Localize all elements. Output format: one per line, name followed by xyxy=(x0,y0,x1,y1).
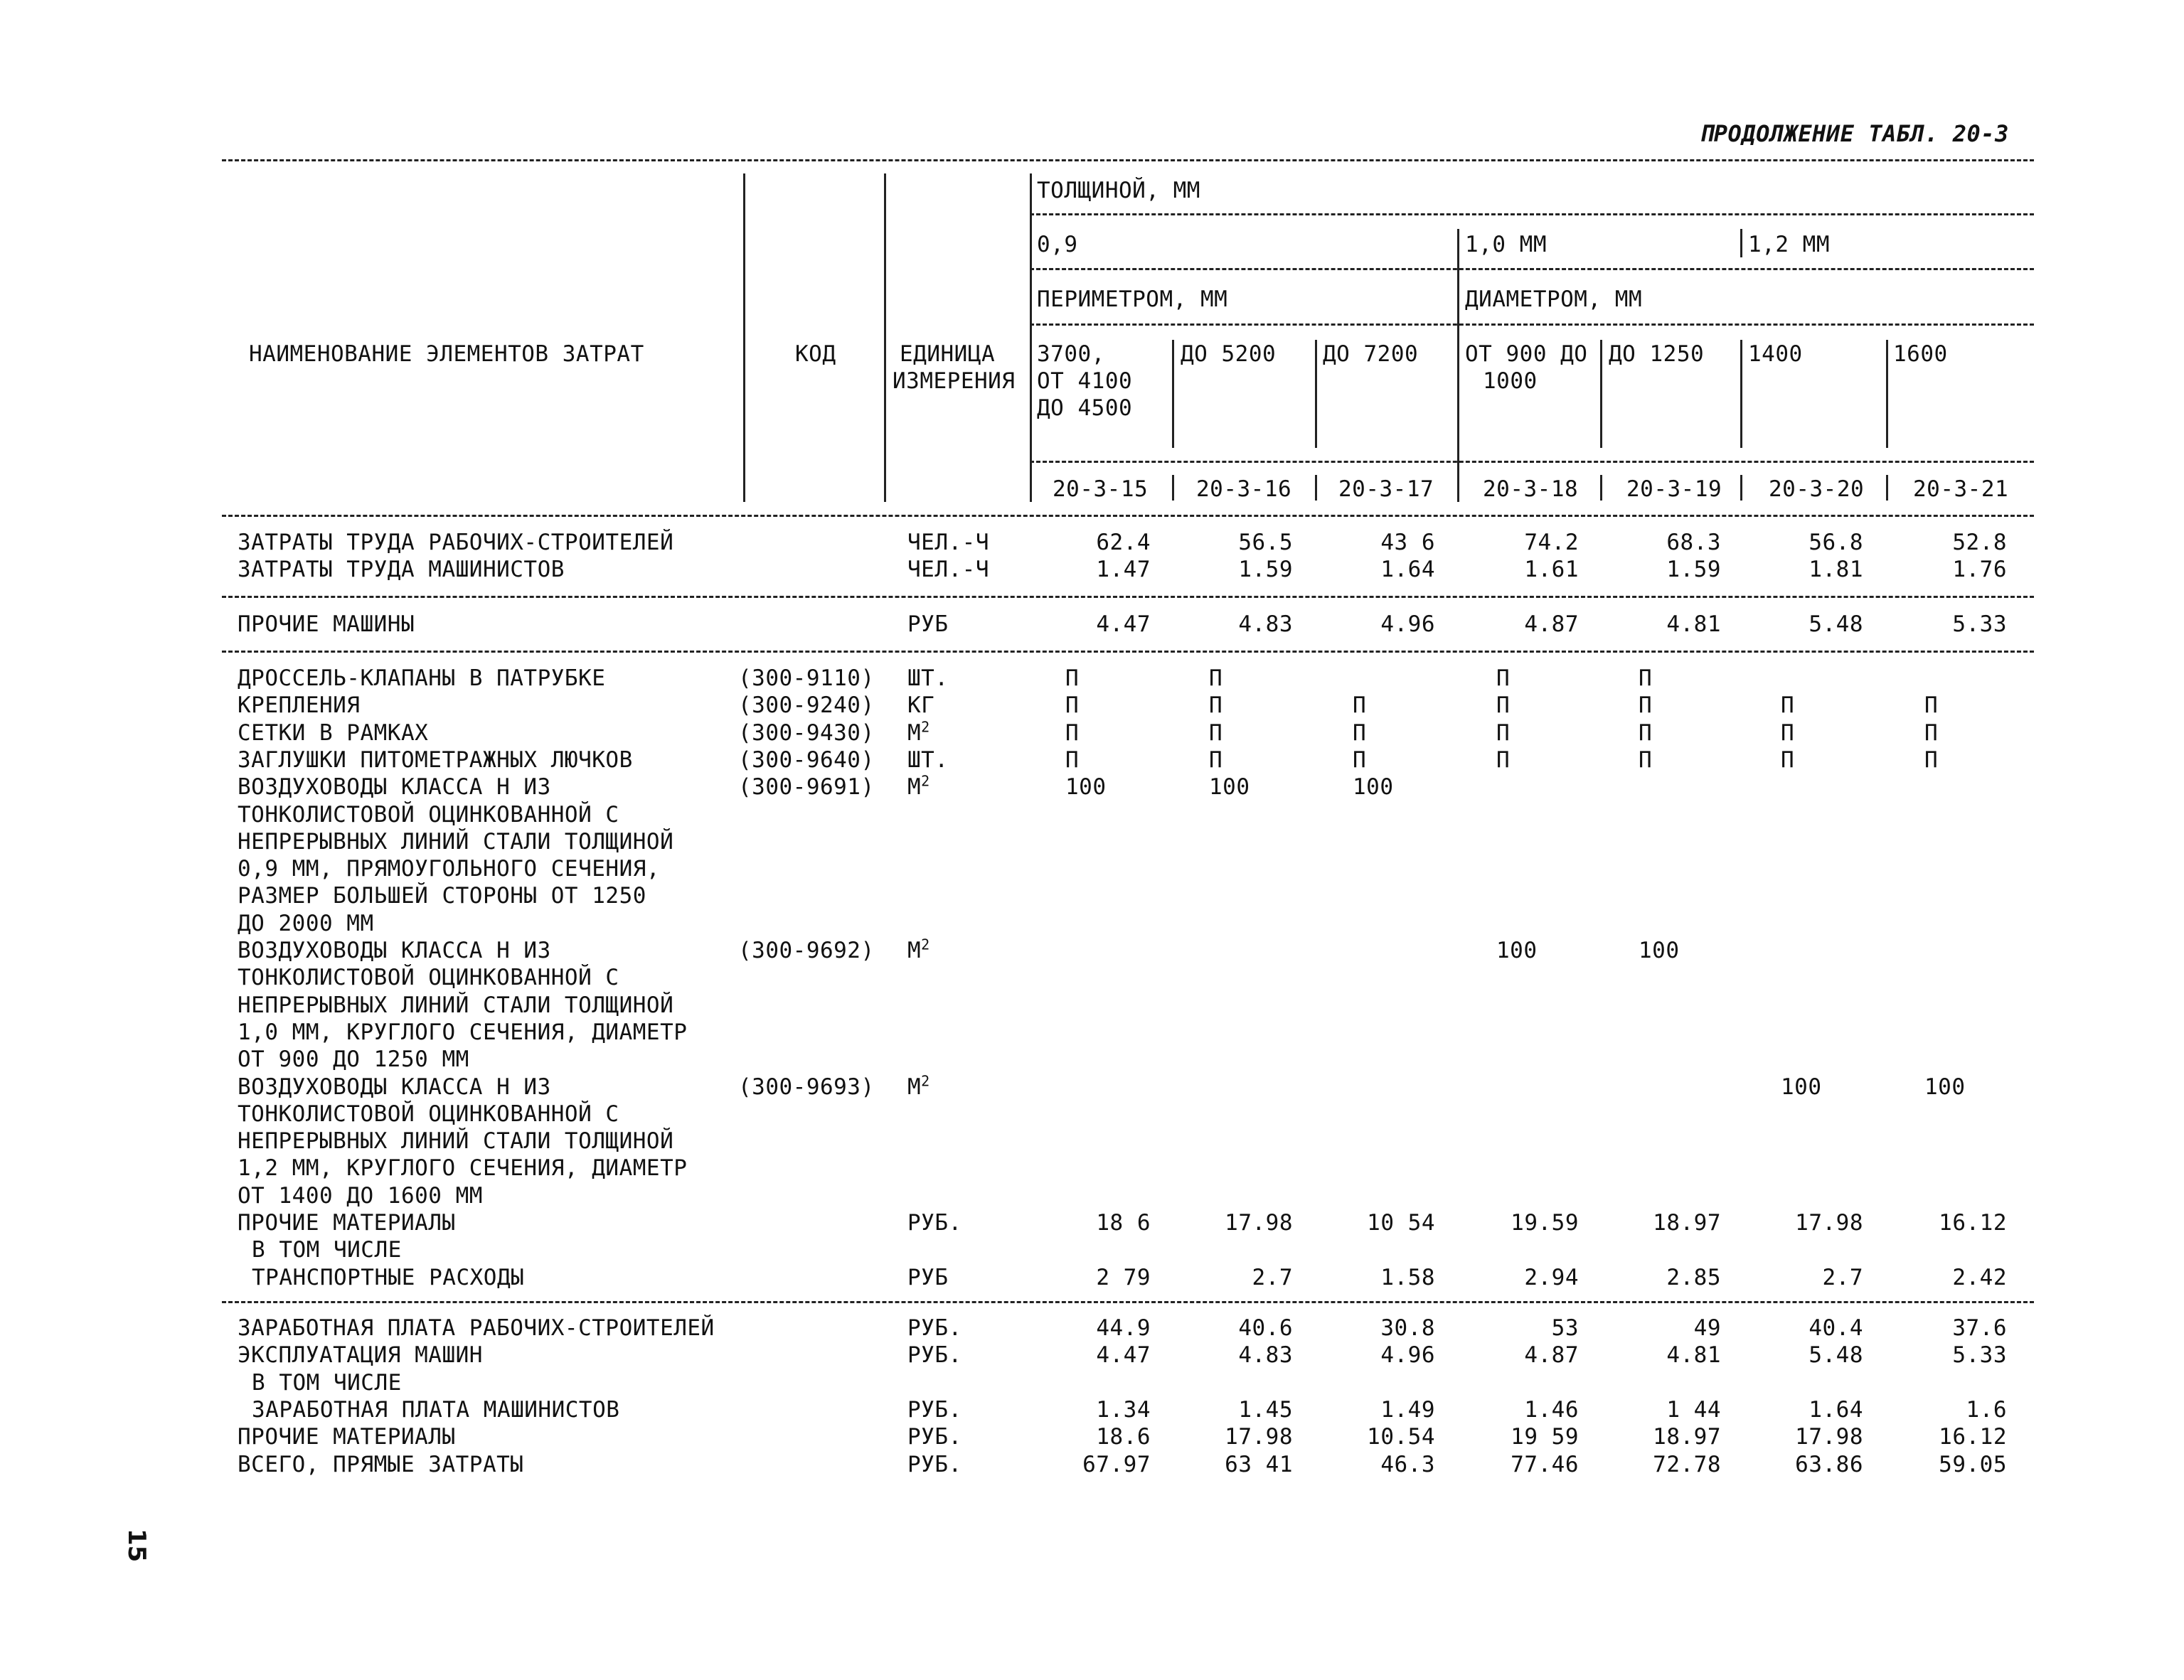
header-c5: ДО 1250 xyxy=(1609,341,1705,367)
cell-value: 5.33 xyxy=(1952,611,2007,637)
cell-value: 1.49 xyxy=(1380,1396,1435,1423)
cell-value: 62.4 xyxy=(1096,530,1151,555)
cell-value: 40.6 xyxy=(1238,1315,1293,1341)
row-code: (300-9693) xyxy=(738,1074,875,1100)
cell-value: 59.05 xyxy=(1939,1451,2007,1477)
cell-value: 17.98 xyxy=(1795,1210,1863,1236)
row-unit: ЧЕЛ.-Ч xyxy=(907,530,989,555)
cell-value: 100 xyxy=(1639,938,1680,963)
cell-value: 4.47 xyxy=(1096,1342,1151,1369)
vbar-code-5 xyxy=(1600,475,1602,501)
cell-value: 37.6 xyxy=(1952,1315,2007,1341)
cell-value: 67.97 xyxy=(1082,1451,1151,1477)
row-name: В ТОМ ЧИСЛЕ xyxy=(252,1369,402,1396)
cell-value: 44.9 xyxy=(1096,1315,1151,1341)
header-t09: 0,9 xyxy=(1037,232,1078,257)
header-t12: 1,2 ММ xyxy=(1748,232,1830,257)
row-code: (300-9640) xyxy=(738,747,875,773)
cell-value: П xyxy=(1065,719,1080,746)
cell-value: 1.58 xyxy=(1380,1264,1435,1290)
cell-value: П xyxy=(1209,692,1223,719)
row-unit: РУБ. xyxy=(907,1424,962,1450)
header-rule-2 xyxy=(1030,268,2034,270)
row-code: (300-9240) xyxy=(738,692,875,719)
row-unit: $М^2$ xyxy=(907,718,930,746)
header-diameter: ДИАМЕТРОМ, ММ xyxy=(1465,287,1643,312)
cell-value: 2 79 xyxy=(1096,1264,1151,1290)
row-code: (300-9692) xyxy=(738,938,875,963)
cell-value: 49 xyxy=(1693,1315,1721,1341)
cell-value: П xyxy=(1065,692,1080,719)
header-c1-a: 3700, xyxy=(1037,341,1105,367)
row-name: ЗАТРАТЫ ТРУДА МАШИНИСТОВ xyxy=(238,557,565,583)
cell-value: 19.59 xyxy=(1511,1210,1579,1236)
header-unit-1: ЕДИНИЦА xyxy=(900,341,996,367)
cell-value: П xyxy=(1924,692,1939,719)
header-name: НАИМЕНОВАНИЕ ЭЛЕМЕНТОВ ЗАТРАТ xyxy=(249,341,644,367)
header-c3: ДО 7200 xyxy=(1323,341,1419,367)
cell-value: П xyxy=(1353,719,1367,746)
cell-value: 52.8 xyxy=(1952,530,2007,555)
rule-after-machines xyxy=(222,651,2034,653)
header-t10: 1,0 ММ xyxy=(1465,232,1547,257)
cell-value: 2.85 xyxy=(1666,1264,1721,1290)
header-code: КОД xyxy=(795,341,836,367)
cell-value: 16.12 xyxy=(1939,1424,2007,1450)
vbar-c3 xyxy=(1315,340,1317,448)
row-name: ВОЗДУХОВОДЫ КЛАССА Н ИЗ xyxy=(238,774,551,801)
cell-value: 4.87 xyxy=(1524,1342,1579,1369)
cell-value: П xyxy=(1781,692,1795,719)
vbar-code-7 xyxy=(1886,475,1888,501)
header-unit-2: ИЗМЕРЕНИЯ xyxy=(893,368,1016,394)
cell-value: 1.46 xyxy=(1524,1396,1579,1423)
cell-value: 4.87 xyxy=(1524,611,1579,637)
vbar-code-1 xyxy=(1030,475,1032,501)
header-c6: 1400 xyxy=(1748,341,1803,367)
row-name: 1,0 ММ, КРУГЛОГО СЕЧЕНИЯ, ДИАМЕТР xyxy=(238,1019,688,1045)
cell-value: 16.12 xyxy=(1939,1210,2007,1236)
cell-value: П xyxy=(1781,747,1795,773)
header-c4-a: ОТ 900 ДО xyxy=(1465,341,1588,367)
cell-value: 4.81 xyxy=(1666,611,1721,637)
cell-value: П xyxy=(1209,747,1223,773)
cell-value: 77.46 xyxy=(1511,1451,1579,1477)
unit-superscript: 2 xyxy=(921,1072,930,1090)
cell-value: П xyxy=(1639,719,1653,746)
row-unit: РУБ. xyxy=(907,1210,962,1236)
header-rule-4 xyxy=(1030,461,2034,463)
header-c1-c: ДО 4500 xyxy=(1037,395,1133,421)
cell-value: 1.59 xyxy=(1666,557,1721,583)
cell-value: 53 xyxy=(1551,1315,1579,1341)
header-c4-b: 1000 xyxy=(1483,368,1538,394)
cell-value: 1.47 xyxy=(1096,557,1151,583)
cell-value: 1.34 xyxy=(1096,1396,1151,1423)
cell-value: 1.64 xyxy=(1380,557,1435,583)
row-name: НЕПРЕРЫВНЫХ ЛИНИЙ СТАЛИ ТОЛЩИНОЙ xyxy=(238,1128,674,1155)
row-unit: РУБ xyxy=(907,1264,949,1290)
cell-value: П xyxy=(1781,719,1795,746)
row-name: ОТ 1400 ДО 1600 ММ xyxy=(238,1182,483,1209)
header-perimeter: ПЕРИМЕТРОМ, ММ xyxy=(1037,287,1228,312)
cell-value: 5.33 xyxy=(1952,1342,2007,1369)
cell-value: П xyxy=(1924,747,1939,773)
row-code: (300-9110) xyxy=(738,665,875,691)
row-name: В ТОМ ЧИСЛЕ xyxy=(252,1237,402,1263)
vbar-code-3 xyxy=(1315,475,1317,501)
header-rule-1 xyxy=(1030,213,2034,215)
cell-value: 2.7 xyxy=(1822,1264,1863,1290)
cell-value: 100 xyxy=(1353,774,1394,801)
row-name: ОТ 900 ДО 1250 ММ xyxy=(238,1047,469,1073)
cell-value: П xyxy=(1065,747,1080,773)
cell-value: П xyxy=(1496,719,1511,746)
unit-superscript: 2 xyxy=(921,772,930,790)
row-name: ДО 2000 ММ xyxy=(238,910,374,936)
cell-value: 10 54 xyxy=(1367,1210,1435,1236)
cell-value: 74.2 xyxy=(1524,530,1579,555)
cell-value: 63 41 xyxy=(1225,1451,1293,1477)
vbar-c7 xyxy=(1886,340,1888,448)
row-unit: $М^2$ xyxy=(907,936,930,963)
rule-after-labor xyxy=(222,596,2034,598)
col-code-7: 20-3-21 xyxy=(1913,476,2009,502)
col-code-5: 20-3-19 xyxy=(1626,476,1722,502)
cell-value: П xyxy=(1209,665,1223,691)
row-name: НЕПРЕРЫВНЫХ ЛИНИЙ СТАЛИ ТОЛЩИНОЙ xyxy=(238,992,674,1018)
row-unit: ЧЕЛ.-Ч xyxy=(907,557,989,583)
col-code-6: 20-3-20 xyxy=(1769,476,1865,502)
header-rule-3 xyxy=(1030,323,2034,326)
row-name: ВОЗДУХОВОДЫ КЛАССА Н ИЗ xyxy=(238,938,551,963)
row-name: ЗАРАБОТНАЯ ПЛАТА РАБОЧИХ-СТРОИТЕЛЕЙ xyxy=(238,1315,715,1341)
row-unit: $М^2$ xyxy=(907,772,930,801)
cell-value: 30.8 xyxy=(1380,1315,1435,1341)
cell-value: 1.59 xyxy=(1238,557,1293,583)
cell-value: 4.96 xyxy=(1380,1342,1435,1369)
cell-value: 19 59 xyxy=(1511,1424,1579,1450)
header-c2: ДО 5200 xyxy=(1181,341,1277,367)
cell-value: 56.8 xyxy=(1809,530,1863,555)
header-c7: 1600 xyxy=(1893,341,1948,367)
vbar-code-unit xyxy=(884,173,886,502)
row-unit: РУБ. xyxy=(907,1451,962,1477)
cell-value: 40.4 xyxy=(1809,1315,1863,1341)
row-name: ЗАТРАТЫ ТРУДА РАБОЧИХ-СТРОИТЕЛЕЙ xyxy=(238,530,674,555)
row-name: ПРОЧИЕ МАТЕРИАЛЫ xyxy=(238,1424,456,1450)
cell-value: 18 6 xyxy=(1096,1210,1151,1236)
cell-value: 63.86 xyxy=(1795,1451,1863,1477)
row-name: 1,2 ММ, КРУГЛОГО СЕЧЕНИЯ, ДИАМЕТР xyxy=(238,1155,688,1182)
col-code-1: 20-3-15 xyxy=(1053,476,1149,502)
row-code: (300-9430) xyxy=(738,719,875,746)
cell-value: П xyxy=(1496,665,1511,691)
cell-value: 1.6 xyxy=(1966,1396,2007,1423)
table-title: ПРОДОЛЖЕНИЕ ТАБЛ. 20-3 xyxy=(1700,120,2009,147)
col-code-2: 20-3-16 xyxy=(1196,476,1292,502)
row-name: ТРАНСПОРТНЫЕ РАСХОДЫ xyxy=(252,1264,525,1290)
row-name: ЗАРАБОТНАЯ ПЛАТА МАШИНИСТОВ xyxy=(252,1396,620,1423)
cell-value: 10.54 xyxy=(1367,1424,1435,1450)
cell-value: 18.97 xyxy=(1653,1210,1721,1236)
unit-superscript: 2 xyxy=(921,936,930,953)
cell-value: 2.7 xyxy=(1252,1264,1293,1290)
rule-after-materials xyxy=(222,1301,2034,1303)
cell-value: 18.6 xyxy=(1096,1424,1151,1450)
row-unit: РУБ. xyxy=(907,1342,962,1369)
vbar-unit-data xyxy=(1030,173,1032,502)
col-code-4: 20-3-18 xyxy=(1483,476,1579,502)
cell-value: 18.97 xyxy=(1653,1424,1721,1450)
row-unit: КГ xyxy=(907,692,935,719)
cell-value: 56.5 xyxy=(1238,530,1293,555)
vbar-code-2 xyxy=(1172,475,1174,501)
cell-value: П xyxy=(1639,665,1653,691)
row-unit: $М^2$ xyxy=(907,1072,930,1100)
unit-superscript: 2 xyxy=(921,718,930,736)
cell-value: 4.81 xyxy=(1666,1342,1721,1369)
row-name: КРЕПЛЕНИЯ xyxy=(238,692,361,719)
header-thickness: ТОЛЩИНОЙ, ММ xyxy=(1037,178,1200,203)
row-name: ЗАГЛУШКИ ПИТОМЕТРАЖНЫХ ЛЮЧКОВ xyxy=(238,747,633,773)
cell-value: 2.94 xyxy=(1524,1264,1579,1290)
row-name: НЕПРЕРЫВНЫХ ЛИНИЙ СТАЛИ ТОЛЩИНОЙ xyxy=(238,828,674,855)
row-unit: РУБ xyxy=(907,611,949,637)
vbar-c5 xyxy=(1600,340,1602,448)
page-number: 15 xyxy=(122,1529,151,1563)
row-name: ЭКСПЛУАТАЦИЯ МАШИН xyxy=(238,1342,483,1369)
row-name: ВСЕГО, ПРЯМЫЕ ЗАТРАТЫ xyxy=(238,1451,524,1477)
cell-value: 2.42 xyxy=(1952,1264,2007,1290)
row-unit: РУБ. xyxy=(907,1396,962,1423)
cell-value: 1 44 xyxy=(1666,1396,1721,1423)
row-unit: ШТ. xyxy=(907,665,949,691)
row-name: ПРОЧИЕ МАШИНЫ xyxy=(238,611,415,637)
cell-value: 100 xyxy=(1209,774,1250,801)
vbar-t12 xyxy=(1740,229,1742,257)
cell-value: 1.61 xyxy=(1524,557,1579,583)
row-name: ТОНКОЛИСТОВОЙ ОЦИНКОВАННОЙ С xyxy=(238,1101,619,1127)
row-name: ДРОССЕЛЬ-КЛАПАНЫ В ПАТРУБКЕ xyxy=(238,665,606,691)
cell-value: 4.83 xyxy=(1238,1342,1293,1369)
header-bottom-rule xyxy=(222,515,2034,517)
col-code-3: 20-3-17 xyxy=(1338,476,1434,502)
cell-value: 100 xyxy=(1781,1074,1822,1100)
cell-value: П xyxy=(1065,665,1080,691)
row-name: ТОНКОЛИСТОВОЙ ОЦИНКОВАННОЙ С xyxy=(238,801,619,828)
cell-value: 4.83 xyxy=(1238,611,1293,637)
cell-value: 1.76 xyxy=(1952,557,2007,583)
cell-value: П xyxy=(1496,747,1511,773)
row-name: ТОНКОЛИСТОВОЙ ОЦИНКОВАННОЙ С xyxy=(238,965,619,991)
row-name: ВОЗДУХОВОДЫ КЛАССА Н ИЗ xyxy=(238,1074,551,1100)
cell-value: 5.48 xyxy=(1809,1342,1863,1369)
vbar-c2 xyxy=(1172,340,1174,448)
vbar-t10 xyxy=(1457,229,1459,502)
vbar-c6 xyxy=(1740,340,1742,448)
row-name: РАЗМЕР БОЛЬШЕЙ СТОРОНЫ ОТ 1250 xyxy=(238,883,646,909)
cell-value: П xyxy=(1353,747,1367,773)
cell-value: 17.98 xyxy=(1225,1210,1293,1236)
cell-value: П xyxy=(1924,719,1939,746)
cell-value: 4.96 xyxy=(1380,611,1435,637)
cell-value: 4.47 xyxy=(1096,611,1151,637)
cell-value: 1.64 xyxy=(1809,1396,1863,1423)
cell-value: П xyxy=(1209,719,1223,746)
vbar-code-6 xyxy=(1740,475,1742,501)
vbar-code-4 xyxy=(1457,475,1459,501)
row-code: (300-9691) xyxy=(738,774,875,801)
row-unit: ШТ. xyxy=(907,747,949,773)
cell-value: 100 xyxy=(1496,938,1538,963)
cell-value: 72.78 xyxy=(1653,1451,1721,1477)
cell-value: П xyxy=(1639,747,1653,773)
cell-value: 5.48 xyxy=(1809,611,1863,637)
cell-value: 1.45 xyxy=(1238,1396,1293,1423)
cell-value: 43 6 xyxy=(1380,530,1435,555)
row-name: ПРОЧИЕ МАТЕРИАЛЫ xyxy=(238,1210,456,1236)
row-name: 0,9 ММ, ПРЯМОУГОЛЬНОГО СЕЧЕНИЯ, xyxy=(238,856,661,882)
cell-value: П xyxy=(1639,692,1653,719)
vbar-name-code xyxy=(743,173,745,502)
row-name: СЕТКИ В РАМКАХ xyxy=(238,719,429,746)
row-unit: РУБ. xyxy=(907,1315,962,1341)
cell-value: 17.98 xyxy=(1795,1424,1863,1450)
header-c1-b: ОТ 4100 xyxy=(1037,368,1133,394)
cell-value: 100 xyxy=(1924,1074,1966,1100)
cell-value: П xyxy=(1496,692,1511,719)
cell-value: 68.3 xyxy=(1666,530,1721,555)
header-top-rule xyxy=(222,159,2034,161)
cell-value: 46.3 xyxy=(1380,1451,1435,1477)
cell-value: 1.81 xyxy=(1809,557,1863,583)
cell-value: 17.98 xyxy=(1225,1424,1293,1450)
cell-value: 100 xyxy=(1065,774,1107,801)
cell-value: П xyxy=(1353,692,1367,719)
